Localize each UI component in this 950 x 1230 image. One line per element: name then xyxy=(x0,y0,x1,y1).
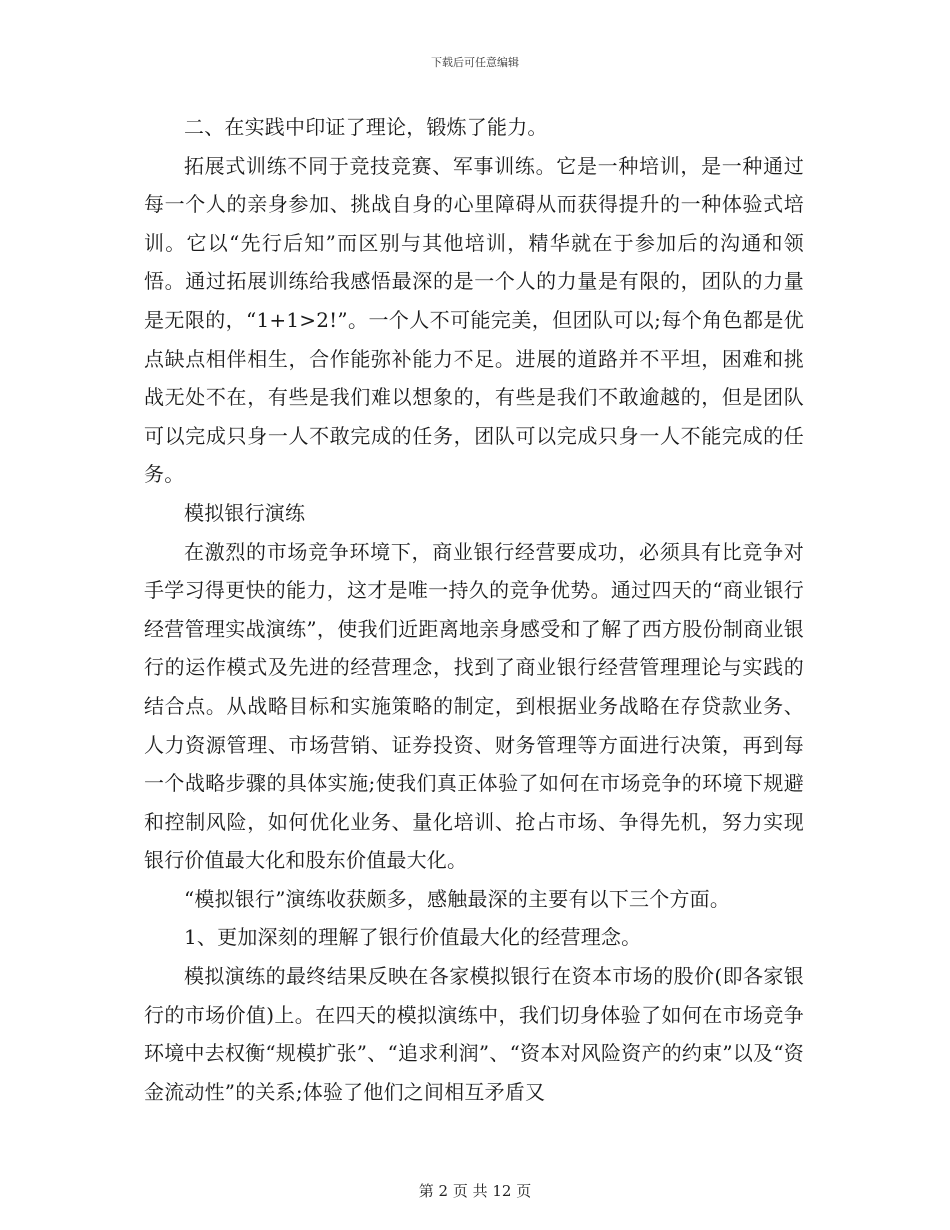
page-number: 第 2 页 共 12 页 xyxy=(418,1182,532,1200)
body-paragraph: 模拟演练的最终结果反映在各家模拟银行在资本市场的股价(即各家银行的市场价值)上。在四天的模拟演练中，我们切身体验了如何在市场竞争环境中去权衡“规模扩张”、“追求利润”、“资本对风险资产的约束”以及“资金流动性”的关系;体验了他们之间相互矛盾又 xyxy=(144,964,804,1104)
page-header: 下载后可任意编辑 xyxy=(431,56,519,69)
numbered-point: 1、更加深刻的理解了银行价值最大化的经营理念。 xyxy=(184,925,642,950)
section-heading: 二、在实践中印证了理论，锻炼了能力。 xyxy=(184,115,548,139)
body-paragraph: “模拟银行”演练收获颇多，感触最深的主要有以下三个方面。 xyxy=(184,886,731,911)
body-paragraph: 拓展式训练不同于竞技竞赛、军事训练。它是一种培训，是一种通过每一个人的亲身参加、挑战自身的心里障碍从而获得提升的一种体验式培训。它以“先行后知”而区别与其他培训，精华就在于参加后的沟通和领悟。通过拓展训练给我感悟最深的是一个人的力量是有限的，团队的力量是无限的，“1+1>2!”。一个人不可能完美，但团队可以;每个角色都是优点缺点相伴相生，合作能弥补能力不足。进展的道路并不平坦，困难和挑战无处不在，有些是我们难以想象的，有些是我们不敢逾越的，但是团队可以完成只身一人不敢完成的任务，团队可以完成只身一人不能完成的任务。 xyxy=(144,153,804,487)
subsection-heading: 模拟银行演练 xyxy=(184,500,306,525)
document-body xyxy=(144,108,804,1111)
body-paragraph: 在激烈的市场竞争环境下，商业银行经营要成功，必须具有比竞争对手学习得更快的能力，这才是唯一持久的竞争优势。通过四天的“商业银行经营管理实战演练”，使我们近距离地亲身感受和了解了西方股份制商业银行的运作模式及先进的经营理念，找到了商业银行经营管理理论与实践的结合点。从战略目标和实施策略的制定，到根据业务战略在存贷款业务、人力资源管理、市场营销、证券投资、财务管理等方面进行决策，再到每一个战略步骤的具体实施;使我们真正体验了如何在市场竞争的环境下规避和控制风险，如何优化业务、量化培训、抢占市场、争得先机，努力实现银行价值最大化和股东价值最大化。 xyxy=(144,539,804,873)
